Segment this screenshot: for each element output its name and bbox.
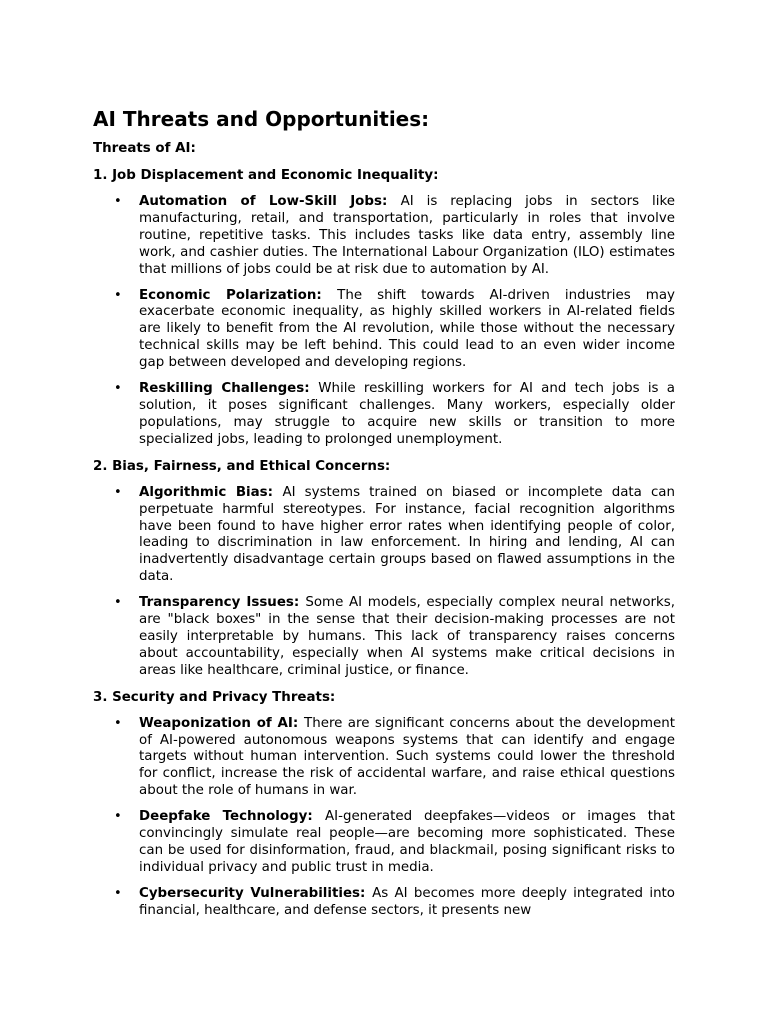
list-item bbox=[114, 484, 676, 586]
section-job-displacement bbox=[93, 167, 675, 449]
item-text: The shift towards AI-driven industries may exacerbate economic inequality, as highly skilled workers in AI-related fields are likely to benefit from the AI revolution, while those without the necessary technical skills may be left behind. This could lead to an even wider income gap between developed and developing regions. bbox=[139, 287, 675, 371]
bullet-icon: • bbox=[114, 595, 122, 611]
item-term: Weaponization of AI: bbox=[139, 715, 305, 731]
item-term: Automation of Low-Skill Jobs: bbox=[139, 194, 401, 209]
section-security-privacy bbox=[93, 689, 675, 920]
bullet-icon: • bbox=[114, 287, 122, 303]
bullet-icon: • bbox=[114, 715, 122, 731]
document-title: AI Threats and Opportunities: bbox=[93, 107, 430, 131]
item-term: Reskilling Challenges: bbox=[139, 381, 319, 397]
item-text: As AI becomes more deeply integrated into financial, healthcare, and defense sectors, it presents new bbox=[139, 885, 675, 918]
bullet-list bbox=[93, 194, 675, 449]
item-text: AI systems trained on biased or incomplete data can perpetuate harmful stereotypes. For instance, facial recognition algorithms have been found to have higher error rates when identifying people of color, leading to discrimination in law enforcement. In hiring and lending, AI can inadvertently disadvantage certain groups based on flawed assumptions in the data. bbox=[139, 484, 676, 585]
item-term: Deepfake Technology: bbox=[139, 809, 325, 825]
list-item bbox=[114, 595, 676, 680]
item-text: AI-generated deepfakes—videos or images that convincingly simulate real people—are becoming more sophisticated. These can be used for disinformation, fraud, and blackmail, posing significant risks to individual privacy and public trust in media. bbox=[139, 809, 675, 875]
item-term: Cybersecurity Vulnerabilities: bbox=[139, 885, 373, 901]
bullet-icon: • bbox=[114, 194, 122, 209]
bullet-list bbox=[93, 485, 675, 680]
bullet-icon: • bbox=[114, 809, 122, 825]
list-item bbox=[114, 885, 675, 920]
item-term: Algorithmic Bias: bbox=[139, 484, 283, 500]
section-heading: 1. Job Displacement and Economic Inequality: bbox=[93, 168, 439, 183]
item-text: Some AI models, especially complex neural networks, are "black boxes" in the sense that their decision-making processes are not easily interpretable by humans. This lack of transparency raises concerns about accountability, especially when AI systems make critical decisions in areas like healthcare, criminal justice, or finance. bbox=[139, 595, 676, 678]
list-item bbox=[114, 287, 675, 373]
list-item bbox=[114, 194, 675, 279]
item-text: AI is replacing jobs in sectors like manufacturing, retail, and transportation, particularly in roles that involve routine, repetitive tasks. This includes tasks like data entry, assembly line work, and cashier duties. The International Labour Organization (ILO) estimates that millions of jobs could be at risk due to automation by AI. bbox=[139, 194, 675, 277]
bullet-icon: • bbox=[114, 381, 122, 397]
section-bias-fairness bbox=[93, 458, 675, 680]
bullet-list bbox=[93, 716, 675, 920]
item-text: There are significant concerns about the development of AI-powered autonomous weapons systems that can identify and engage targets without human intervention. Such systems could lower the threshold for conflict, increase the risk of accidental warfare, and raise ethical questions about the role of humans in war. bbox=[139, 715, 675, 799]
section-heading: 2. Bias, Fairness, and Ethical Concerns: bbox=[93, 458, 391, 474]
list-item bbox=[114, 715, 675, 801]
item-term: Economic Polarization: bbox=[139, 287, 338, 303]
document-page bbox=[93, 106, 675, 929]
list-item bbox=[114, 381, 675, 449]
threats-subheading: Threats of AI: bbox=[93, 141, 196, 156]
section-heading: 3. Security and Privacy Threats: bbox=[93, 689, 336, 705]
item-text: While reskilling workers for AI and tech jobs is a solution, it poses significant challenges. Many workers, especially older populations, may struggle to acquire new skills or transition to more specialized jobs, leading to prolonged unemployment. bbox=[139, 381, 675, 447]
list-item bbox=[114, 809, 675, 877]
bullet-icon: • bbox=[114, 484, 122, 500]
bullet-icon: • bbox=[114, 885, 122, 901]
item-term: Transparency Issues: bbox=[139, 595, 306, 611]
